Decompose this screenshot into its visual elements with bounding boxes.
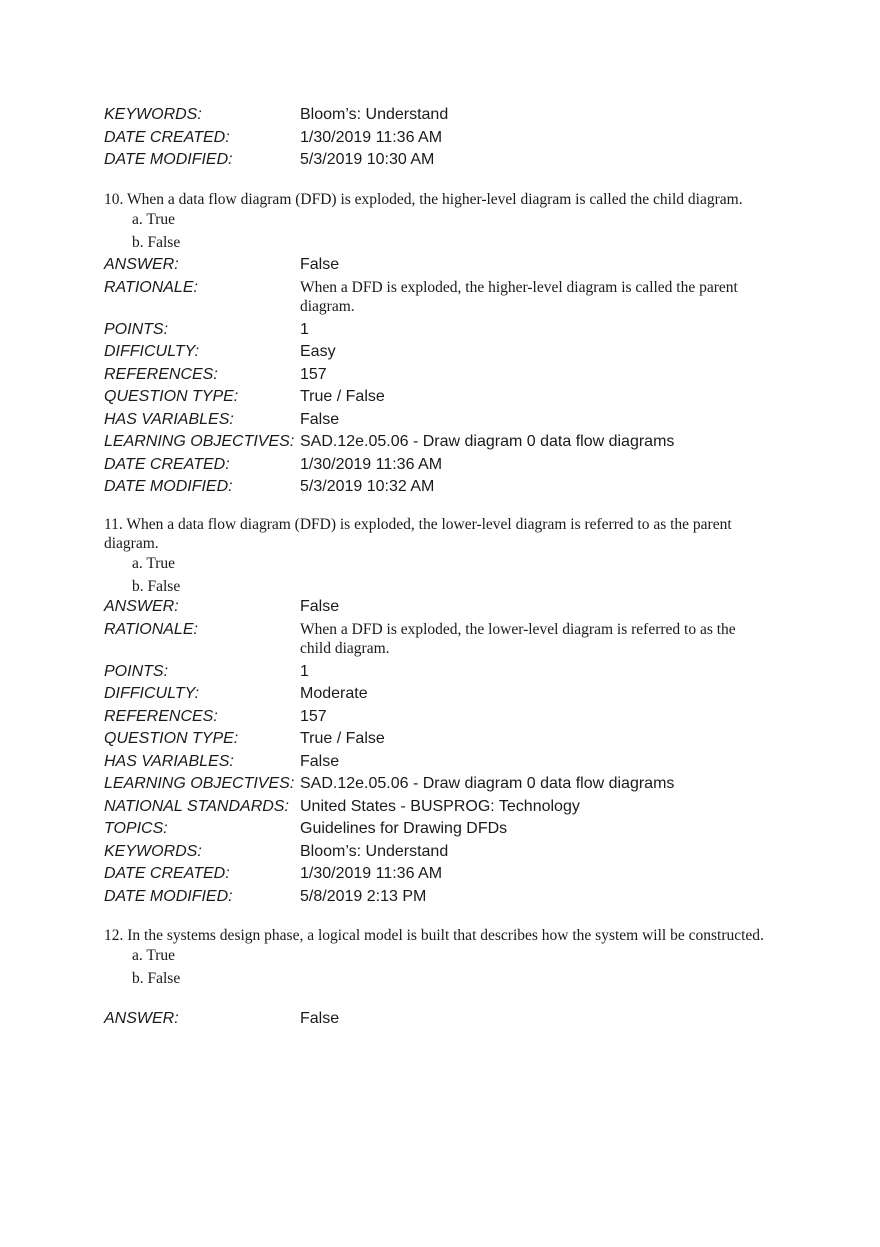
question-12-meta xyxy=(104,1008,774,1031)
date-created-value: 1/30/2019 11:36 AM xyxy=(300,128,443,146)
learning-objectives-value: SAD.12e.05.06 - Draw diagram 0 data flow diagrams xyxy=(300,775,675,792)
keywords-value: Bloom’s: Understand xyxy=(300,842,449,860)
question-type-value: True / False xyxy=(300,730,385,747)
answer-value: False xyxy=(300,598,340,615)
question-11 xyxy=(104,515,774,598)
references-value: 157 xyxy=(300,365,327,383)
date-modified-value: 5/3/2019 10:32 AM xyxy=(300,478,435,495)
question-10 xyxy=(104,190,774,254)
has-variables-label: HAS VARIABLES: xyxy=(104,752,234,770)
answer-value: False xyxy=(300,1010,340,1027)
question-11-text: 11. When a data flow diagram (DFD) is exploded, the lower-level diagram is referred to as the parent diagram. xyxy=(104,516,732,552)
difficulty-value: Moderate xyxy=(300,685,368,702)
date-created-value: 1/30/2019 11:36 AM xyxy=(300,455,443,473)
learning-objectives-label: LEARNING OBJECTIVES: xyxy=(104,775,295,792)
question-11-option-a: a. True xyxy=(132,555,176,572)
national-standards-label: NATIONAL STANDARDS: xyxy=(104,797,289,815)
answer-label: ANSWER: xyxy=(104,256,179,273)
date-created-value: 1/30/2019 11:36 AM xyxy=(300,865,443,882)
points-value: 1 xyxy=(300,662,309,680)
date-modified-label: DATE MODIFIED: xyxy=(104,151,233,168)
date-created-label: DATE CREATED: xyxy=(104,128,230,146)
learning-objectives-value: SAD.12e.05.06 - Draw diagram 0 data flow diagrams xyxy=(300,433,675,450)
meta-row-keywords xyxy=(104,104,774,127)
rationale-value: When a DFD is exploded, the higher-level diagram is called the parent diagram. xyxy=(300,278,738,315)
has-variables-label: HAS VARIABLES: xyxy=(104,410,234,428)
question-11-meta xyxy=(104,596,774,908)
difficulty-label: DIFFICULTY: xyxy=(104,685,200,702)
answer-label: ANSWER: xyxy=(104,1010,179,1027)
points-label: POINTS: xyxy=(104,662,169,680)
answer-value: False xyxy=(300,256,340,273)
question-12-option-a: a. True xyxy=(132,947,176,964)
question-type-label: QUESTION TYPE: xyxy=(104,388,239,405)
keywords-value: Bloom’s: Understand xyxy=(300,106,449,123)
topics-label: TOPICS: xyxy=(104,820,168,837)
rationale-value: When a DFD is exploded, the lower-level diagram is referred to as the child diagram. xyxy=(300,620,736,657)
national-standards-value: United States - BUSPROG: Technology xyxy=(300,797,580,815)
date-modified-label: DATE MODIFIED: xyxy=(104,887,233,905)
has-variables-value: False xyxy=(300,410,340,428)
points-label: POINTS: xyxy=(104,320,169,338)
question-type-label: QUESTION TYPE: xyxy=(104,730,239,747)
keywords-label: KEYWORDS: xyxy=(104,842,202,860)
has-variables-value: False xyxy=(300,752,340,770)
question-12-option-b: b. False xyxy=(132,969,181,987)
references-value: 157 xyxy=(300,707,327,725)
date-created-label: DATE CREATED: xyxy=(104,455,230,473)
points-value: 1 xyxy=(300,320,309,338)
date-modified-value: 5/8/2019 2:13 PM xyxy=(300,887,427,905)
rationale-label: RATIONALE: xyxy=(104,278,198,296)
topics-value: Guidelines for Drawing DFDs xyxy=(300,820,508,837)
question-12-text: 12. In the systems design phase, a logical model is built that describes how the system will be constructed. xyxy=(104,927,764,944)
question-10-option-b: b. False xyxy=(132,233,181,251)
question-12 xyxy=(104,926,774,990)
learning-objectives-label: LEARNING OBJECTIVES: xyxy=(104,433,295,450)
date-modified-label: DATE MODIFIED: xyxy=(104,478,233,495)
prev-question-meta xyxy=(104,104,774,172)
references-label: REFERENCES: xyxy=(104,707,218,725)
date-modified-value: 5/3/2019 10:30 AM xyxy=(300,151,435,168)
question-type-value: True / False xyxy=(300,388,385,405)
question-11-option-b: b. False xyxy=(132,577,181,595)
difficulty-label: DIFFICULTY: xyxy=(104,343,200,360)
meta-row-date-created xyxy=(104,127,774,150)
meta-row-date-modified xyxy=(104,149,774,172)
difficulty-value: Easy xyxy=(300,343,336,360)
question-10-meta xyxy=(104,254,774,499)
answer-label: ANSWER: xyxy=(104,598,179,615)
question-10-option-a: a. True xyxy=(132,211,176,228)
references-label: REFERENCES: xyxy=(104,365,218,383)
rationale-label: RATIONALE: xyxy=(104,620,198,638)
question-10-text: 10. When a data flow diagram (DFD) is exploded, the higher-level diagram is called the child diagram. xyxy=(104,191,743,208)
keywords-label: KEYWORDS: xyxy=(104,106,202,123)
date-created-label: DATE CREATED: xyxy=(104,865,230,882)
